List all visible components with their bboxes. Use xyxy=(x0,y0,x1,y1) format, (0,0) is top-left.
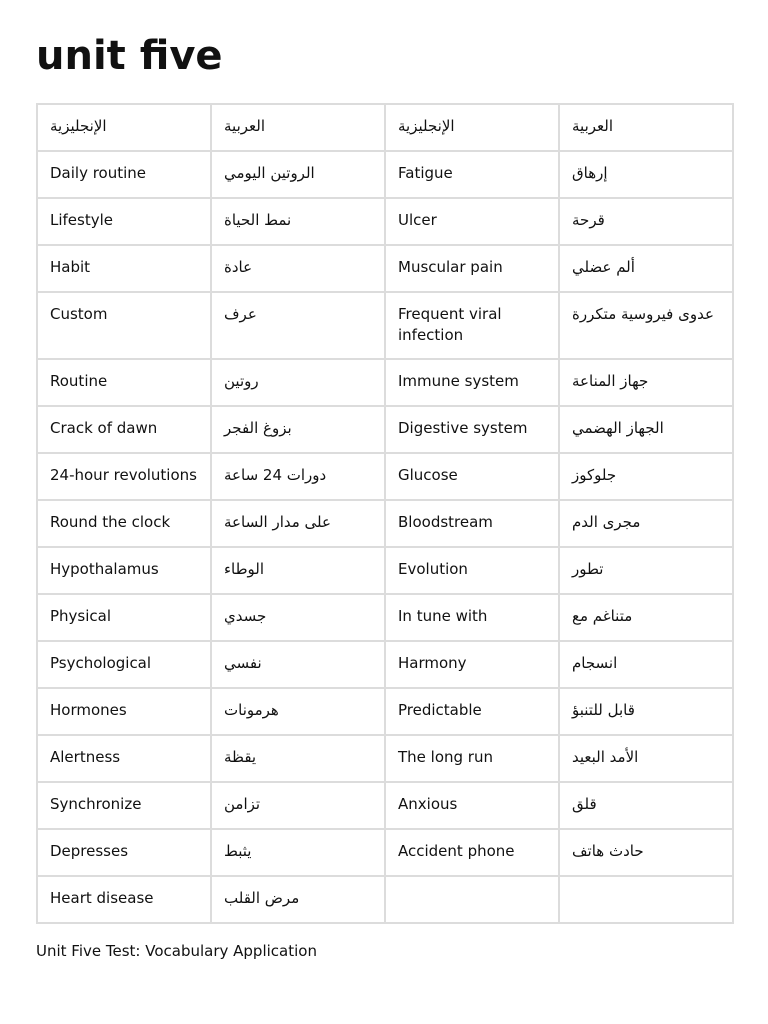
vocabulary-table xyxy=(36,103,734,924)
arabic-term-cell: انسجام xyxy=(559,641,733,688)
arabic-term-cell: الأمد البعيد xyxy=(559,735,733,782)
table-row xyxy=(37,500,733,547)
english-term-cell: Predictable xyxy=(385,688,559,735)
table-row xyxy=(37,198,733,245)
arabic-term-cell: بزوغ الفجر xyxy=(211,406,385,453)
arabic-term-cell: جسدي xyxy=(211,594,385,641)
table-row xyxy=(37,735,733,782)
english-term-cell: Alertness xyxy=(37,735,211,782)
english-term-cell: Harmony xyxy=(385,641,559,688)
arabic-term-cell: على مدار الساعة xyxy=(211,500,385,547)
english-term-cell: In tune with xyxy=(385,594,559,641)
english-term-cell: Psychological xyxy=(37,641,211,688)
arabic-term-cell: إرهاق xyxy=(559,151,733,198)
arabic-term-cell: مرض القلب xyxy=(211,876,385,923)
arabic-term-cell: تطور xyxy=(559,547,733,594)
table-row xyxy=(37,151,733,198)
english-term-cell: Accident phone xyxy=(385,829,559,876)
english-term-cell xyxy=(385,876,559,923)
header-english-2: الإنجليزية xyxy=(385,104,559,151)
arabic-term-cell: روتين xyxy=(211,359,385,406)
arabic-term-cell: قلق xyxy=(559,782,733,829)
arabic-term-cell: ألم عضلي xyxy=(559,245,733,292)
arabic-term-cell: نفسي xyxy=(211,641,385,688)
english-term-cell: Anxious xyxy=(385,782,559,829)
header-arabic-1: العربية xyxy=(211,104,385,151)
english-term-cell: Habit xyxy=(37,245,211,292)
table-row xyxy=(37,641,733,688)
english-term-cell: Glucose xyxy=(385,453,559,500)
arabic-term-cell: يثبط xyxy=(211,829,385,876)
table-row xyxy=(37,547,733,594)
arabic-term-cell: حادث هاتف xyxy=(559,829,733,876)
english-term-cell: The long run xyxy=(385,735,559,782)
english-term-cell: Bloodstream xyxy=(385,500,559,547)
arabic-term-cell: هرمونات xyxy=(211,688,385,735)
table-row xyxy=(37,245,733,292)
arabic-term-cell: نمط الحياة xyxy=(211,198,385,245)
english-term-cell: Hormones xyxy=(37,688,211,735)
english-term-cell: 24-hour revolutions xyxy=(37,453,211,500)
table-row xyxy=(37,594,733,641)
page-title: unit five xyxy=(36,33,223,79)
english-term-cell: Hypothalamus xyxy=(37,547,211,594)
english-term-cell: Digestive system xyxy=(385,406,559,453)
table-row xyxy=(37,876,733,923)
arabic-term-cell: قابل للتنبؤ xyxy=(559,688,733,735)
table-row xyxy=(37,688,733,735)
arabic-term-cell: متناغم مع xyxy=(559,594,733,641)
english-term-cell: Round the clock xyxy=(37,500,211,547)
table-row xyxy=(37,359,733,406)
english-term-cell: Lifestyle xyxy=(37,198,211,245)
arabic-term-cell: يقظة xyxy=(211,735,385,782)
table-row xyxy=(37,782,733,829)
table-header-row xyxy=(37,104,733,151)
arabic-term-cell: قرحة xyxy=(559,198,733,245)
arabic-term-cell: الوطاء xyxy=(211,547,385,594)
english-term-cell: Ulcer xyxy=(385,198,559,245)
footer-caption: Unit Five Test: Vocabulary Application xyxy=(36,942,317,960)
arabic-term-cell: مجرى الدم xyxy=(559,500,733,547)
arabic-term-cell: الروتين اليومي xyxy=(211,151,385,198)
arabic-term-cell: دورات 24 ساعة xyxy=(211,453,385,500)
arabic-term-cell: الجهاز الهضمي xyxy=(559,406,733,453)
english-term-cell: Crack of dawn xyxy=(37,406,211,453)
english-term-cell: Physical xyxy=(37,594,211,641)
header-arabic-2: العربية xyxy=(559,104,733,151)
english-term-cell: Daily routine xyxy=(37,151,211,198)
table-row xyxy=(37,453,733,500)
english-term-cell: Frequent viral infection xyxy=(385,292,559,359)
english-term-cell: Heart disease xyxy=(37,876,211,923)
english-term-cell: Fatigue xyxy=(385,151,559,198)
english-term-cell: Immune system xyxy=(385,359,559,406)
header-english-1: الإنجليزية xyxy=(37,104,211,151)
arabic-term-cell: عادة xyxy=(211,245,385,292)
english-term-cell: Depresses xyxy=(37,829,211,876)
english-term-cell: Routine xyxy=(37,359,211,406)
english-term-cell: Synchronize xyxy=(37,782,211,829)
english-term-cell: Custom xyxy=(37,292,211,359)
arabic-term-cell xyxy=(559,876,733,923)
table-row xyxy=(37,829,733,876)
english-term-cell: Muscular pain xyxy=(385,245,559,292)
arabic-term-cell: عرف xyxy=(211,292,385,359)
english-term-cell: Evolution xyxy=(385,547,559,594)
arabic-term-cell: جلوكوز xyxy=(559,453,733,500)
table-row xyxy=(37,292,733,359)
arabic-term-cell: جهاز المناعة xyxy=(559,359,733,406)
arabic-term-cell: تزامن xyxy=(211,782,385,829)
table-row xyxy=(37,406,733,453)
arabic-term-cell: عدوى فيروسية متكررة xyxy=(559,292,733,359)
